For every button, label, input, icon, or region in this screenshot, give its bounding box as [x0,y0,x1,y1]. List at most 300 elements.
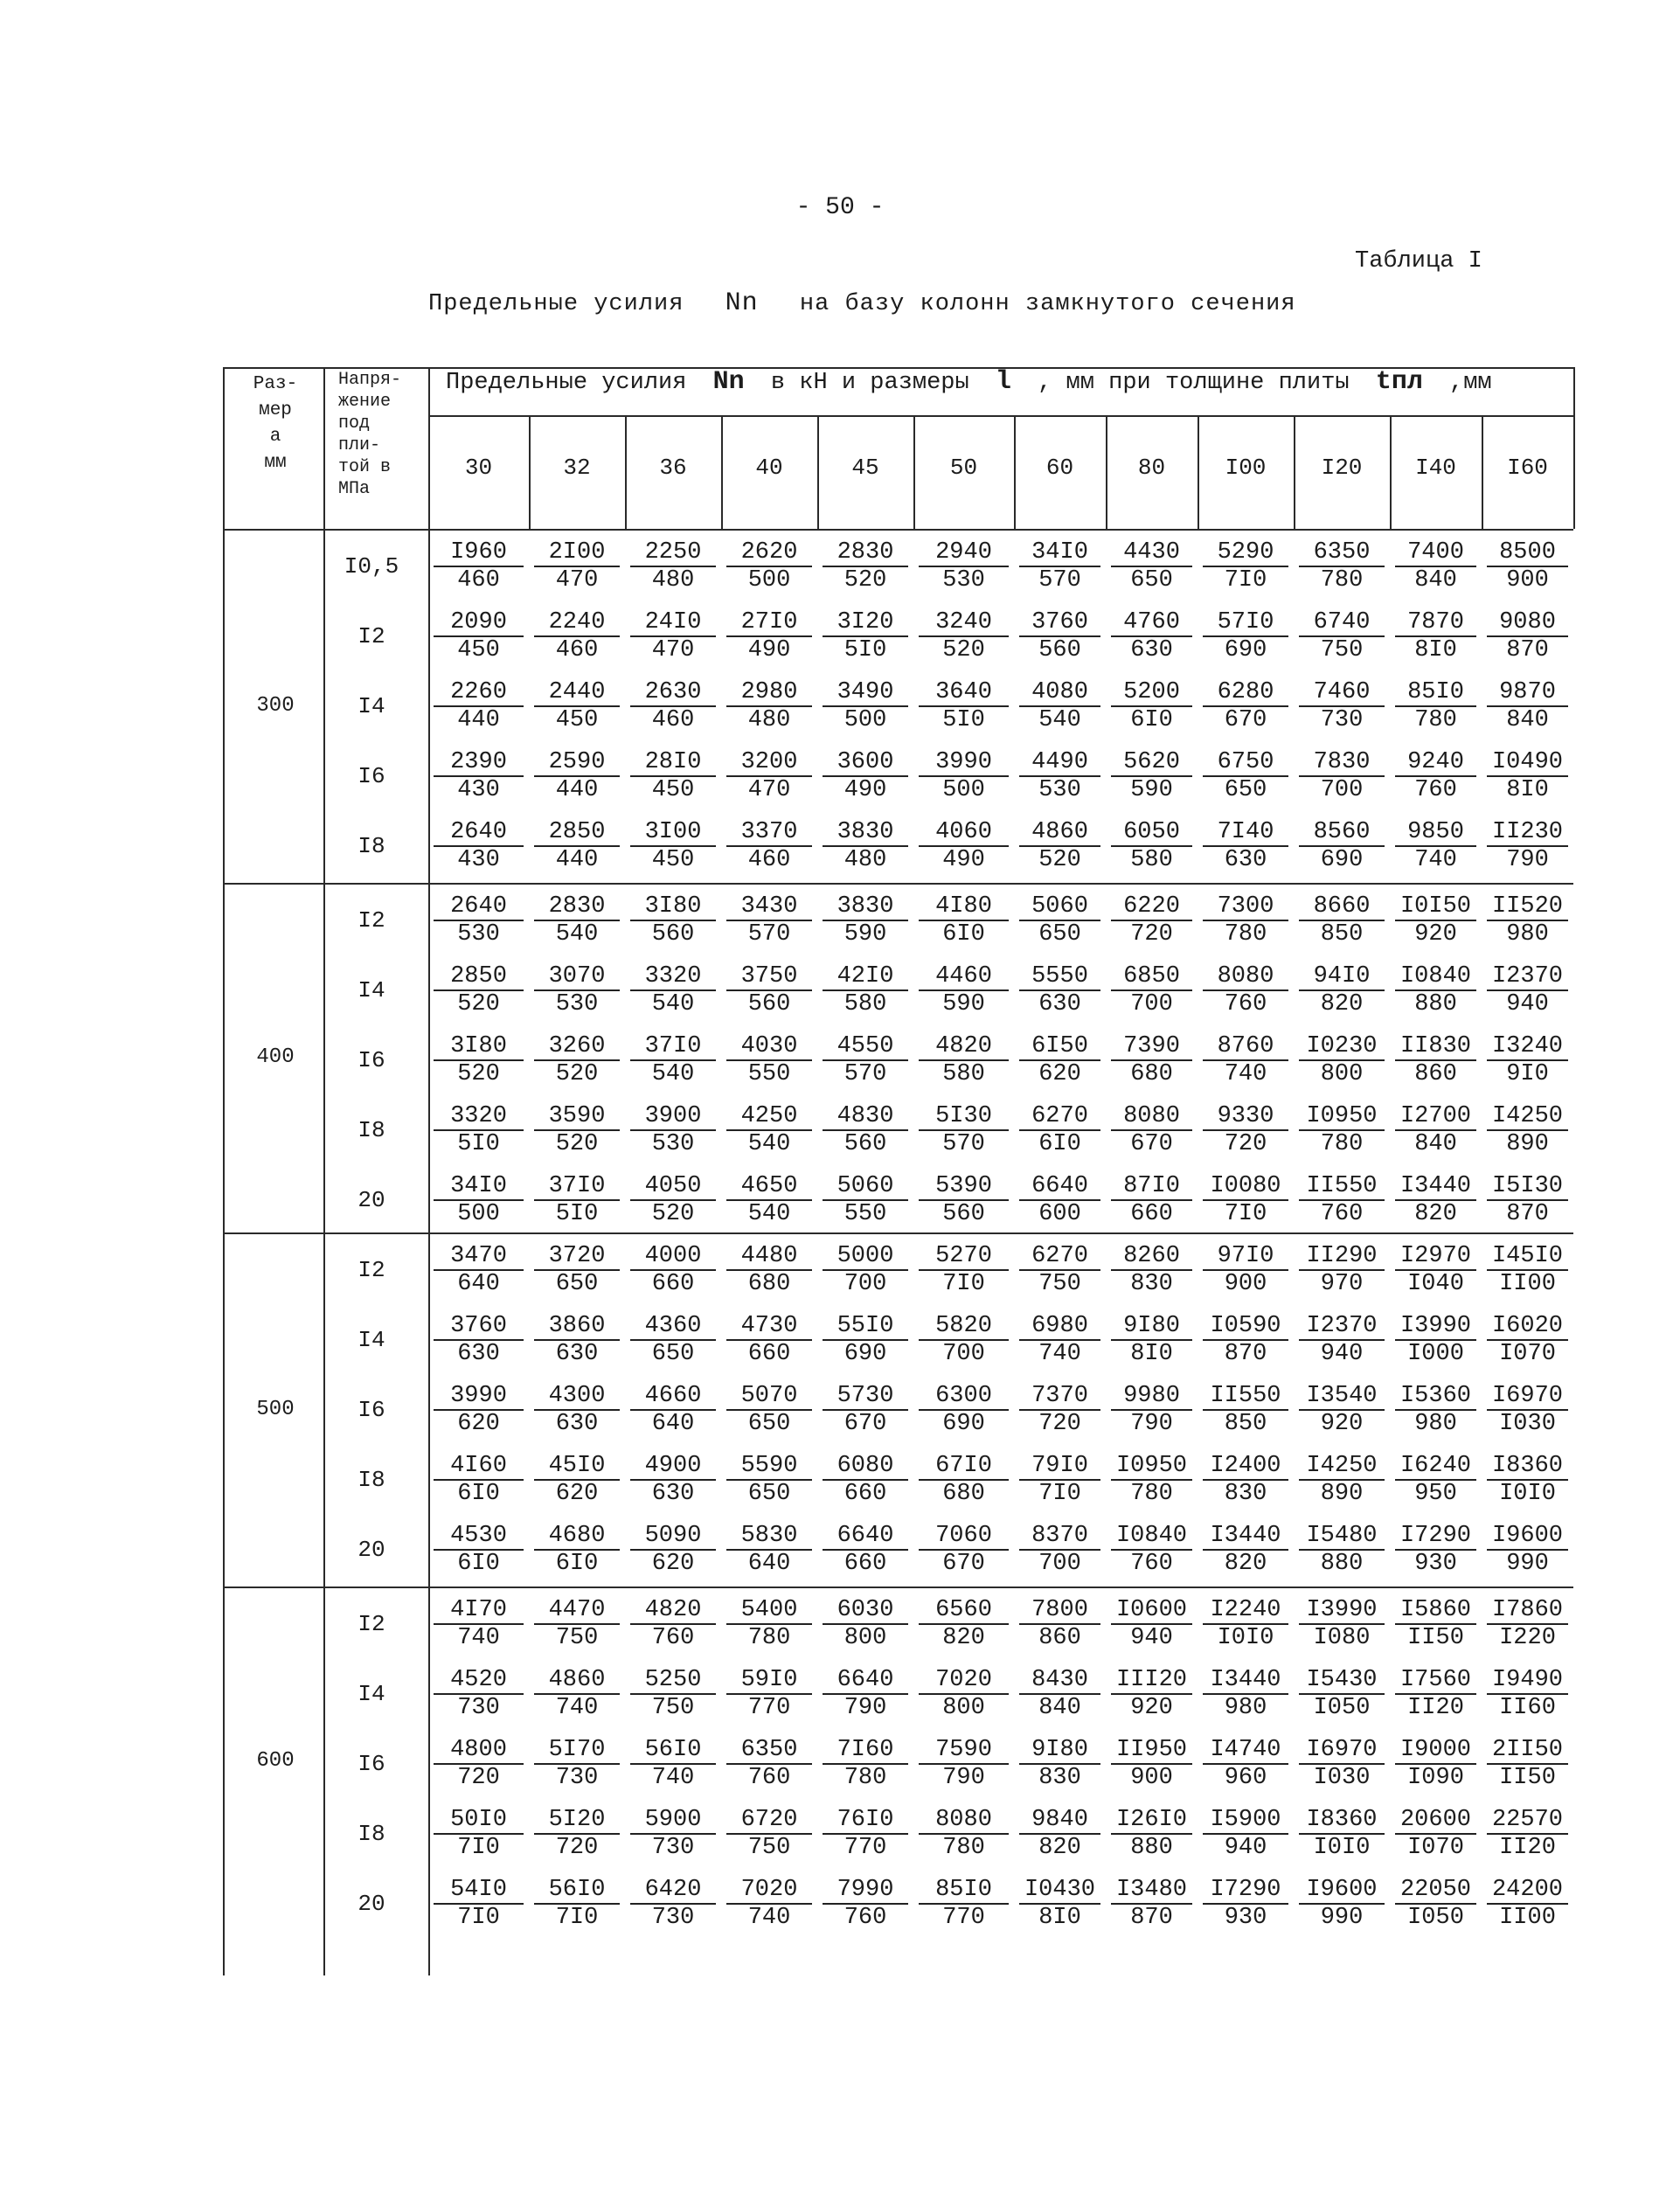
force-value: 6750 [1203,749,1288,777]
table-cell [817,1383,913,1437]
force-value: 6050 [1111,819,1192,847]
length-value: 800 [942,1695,985,1721]
force-value: 5730 [823,1383,908,1411]
table-cell [721,1453,817,1507]
length-value: 500 [457,1201,500,1227]
force-value: I5480 [1299,1523,1385,1551]
table-cell [721,1597,817,1651]
table-cell [1014,1383,1106,1437]
length-value: 830 [1038,1765,1081,1791]
length-value: 850 [1224,1411,1267,1437]
table-cell [1294,1737,1390,1791]
length-value: 840 [1506,707,1549,733]
length-value: 650 [747,1481,791,1507]
table-cell [1294,819,1390,873]
length-value: 780 [1320,1131,1364,1157]
force-value: 4I70 [434,1597,524,1625]
table-cell [1482,539,1573,594]
table-cell [1482,1033,1573,1087]
table-cell [1390,1033,1482,1087]
length-value: 640 [651,1411,695,1437]
force-value: 8760 [1203,1033,1288,1061]
force-value: I3990 [1299,1597,1385,1625]
table-cell [1014,1243,1106,1297]
force-value: 4360 [630,1313,716,1341]
header-stress-line: жение [338,392,392,412]
force-value: I3240 [1487,1033,1568,1061]
length-value: 540 [651,1061,695,1087]
force-value: I3480 [1111,1877,1192,1905]
force-value: 3900 [630,1103,716,1131]
table-cell [913,1877,1014,1931]
length-value: 440 [555,847,599,873]
force-value: 6640 [823,1523,908,1551]
length-value: 870 [1506,637,1549,663]
force-value: 3830 [823,893,908,921]
length-value: I040 [1407,1271,1464,1297]
length-value: 490 [747,637,791,663]
length-value: 700 [942,1341,985,1367]
thickness-header: 80 [1137,455,1166,481]
length-value: 480 [747,707,791,733]
thickness-header: 45 [851,455,879,481]
table-cell [1198,1807,1294,1861]
table-cell [625,1173,721,1227]
table-cell [1294,1173,1390,1227]
force-value: 5250 [630,1667,716,1695]
length-value: 920 [1320,1411,1364,1437]
length-value: I070 [1499,1341,1556,1367]
force-value: I6970 [1299,1737,1385,1765]
thickness-header: I20 [1321,455,1363,481]
page-number: - 50 - [795,194,885,221]
length-value: 520 [555,1131,599,1157]
table-cell [529,749,625,803]
length-value: 740 [747,1905,791,1931]
force-value: 4060 [919,819,1009,847]
force-value: 3720 [534,1243,620,1271]
table-cell [1106,1033,1198,1087]
force-value: I0230 [1299,1033,1385,1061]
thickness-header: 30 [464,455,493,481]
length-value: 570 [942,1131,985,1157]
length-value: 570 [843,1061,887,1087]
table-cell [1482,1453,1573,1507]
force-value: I2700 [1395,1103,1476,1131]
force-value: 6640 [823,1667,908,1695]
force-value: I3440 [1203,1667,1288,1695]
table-cell [817,609,913,663]
table-cell [625,819,721,873]
table-cell [625,1597,721,1651]
length-value: 440 [555,777,599,803]
force-value: 3320 [434,1103,524,1131]
force-value: I6240 [1395,1453,1476,1481]
table-cell [529,1453,625,1507]
table-cell [1106,539,1198,594]
length-value: 740 [555,1695,599,1721]
table-cell [1198,539,1294,594]
length-value: 520 [555,1061,599,1087]
length-value: 720 [1224,1131,1267,1157]
length-value: 540 [651,991,695,1017]
force-value: 59I0 [726,1667,812,1695]
length-value: 480 [651,567,695,594]
table-cell [625,1667,721,1721]
length-value: 640 [457,1271,500,1297]
length-value: 450 [555,707,599,733]
table-cell [817,1313,913,1367]
length-value: 520 [651,1201,695,1227]
table-cell [428,1173,529,1227]
force-value: I26I0 [1111,1807,1192,1835]
force-value: 3I20 [823,609,908,637]
table-cell [1106,749,1198,803]
force-value: 79I0 [1019,1453,1100,1481]
table-cell [1106,963,1198,1017]
length-value: 820 [1414,1201,1457,1227]
force-value: 27I0 [726,609,812,637]
length-value: 780 [747,1625,791,1651]
force-value: II550 [1299,1173,1385,1201]
force-value: 8560 [1299,819,1385,847]
table-cell [529,1033,625,1087]
length-value: 830 [1130,1271,1173,1297]
table-cell [625,1807,721,1861]
force-value: I0430 [1019,1877,1100,1905]
length-value: 630 [1224,847,1267,873]
header-span-symbol: Nn [712,367,745,397]
length-value: 6I0 [457,1551,500,1577]
length-value: 780 [1130,1481,1173,1507]
table-cell [428,1103,529,1157]
table-cell [817,963,913,1017]
force-value: I6020 [1487,1313,1568,1341]
force-value: 6080 [823,1453,908,1481]
length-value: 560 [651,921,695,948]
length-value: 780 [1320,567,1364,594]
length-value: 6I0 [1038,1131,1081,1157]
table-cell [428,963,529,1017]
table-cell [1106,1597,1198,1651]
length-value: 7I0 [457,1835,500,1861]
table-cell [721,1243,817,1297]
table-cell [625,1383,721,1437]
length-value: 580 [942,1061,985,1087]
force-value: 7I60 [823,1737,908,1765]
table-cell [1294,1033,1390,1087]
length-value: 7I0 [457,1905,500,1931]
group-divider [223,1232,1573,1234]
table-cell [1390,1667,1482,1721]
table-cell [1106,1383,1198,1437]
table-cell [1198,679,1294,733]
table-cell [428,679,529,733]
table-cell [913,893,1014,948]
stress-label: I4 [358,1681,385,1707]
force-value: 24I0 [630,609,716,637]
force-value: 56I0 [630,1737,716,1765]
length-value: 980 [1224,1695,1267,1721]
force-value: 8080 [919,1807,1009,1835]
table-cell [1014,749,1106,803]
table-cell [625,679,721,733]
length-value: 820 [1320,991,1364,1017]
force-value: 4490 [1019,749,1100,777]
length-value: 700 [843,1271,887,1297]
group-size-label: 400 [256,1045,295,1069]
force-value: 5590 [726,1453,812,1481]
force-value: 5060 [1019,893,1100,921]
table-cell [529,679,625,733]
table-cell [428,893,529,948]
table-cell [913,749,1014,803]
force-value: 6270 [1019,1243,1100,1271]
header-span-title [446,367,1556,397]
force-value: 2II50 [1487,1737,1568,1765]
table-cell [721,1173,817,1227]
length-value: 5I0 [843,637,887,663]
force-value: 3470 [434,1243,524,1271]
table-cell [817,1523,913,1577]
length-value: I220 [1499,1625,1556,1651]
table-cell [625,963,721,1017]
header-size-line: мм [264,453,287,473]
table-cell [625,1453,721,1507]
length-value: 660 [1130,1201,1173,1227]
table-cell [1198,1597,1294,1651]
length-value: 730 [1320,707,1364,733]
length-value: 690 [843,1341,887,1367]
table-cell [1482,1737,1573,1791]
length-value: 740 [1038,1341,1081,1367]
table-cell [1014,1597,1106,1651]
length-value: 500 [942,777,985,803]
force-value: 7830 [1299,749,1385,777]
table-cell [721,963,817,1017]
force-value: 8260 [1111,1243,1192,1271]
length-value: 730 [651,1835,695,1861]
force-value: 2640 [434,893,524,921]
table-cell [1014,1737,1106,1791]
table-cell [529,1667,625,1721]
length-value: 620 [457,1411,500,1437]
force-value: 2940 [919,539,1009,567]
force-value: 8370 [1019,1523,1100,1551]
force-value: 2830 [823,539,908,567]
length-value: 520 [457,991,500,1017]
table-cell [913,1597,1014,1651]
table-cell [817,893,913,948]
force-value: 2I00 [534,539,620,567]
table-cell [913,1243,1014,1297]
length-value: 770 [942,1905,985,1931]
table-cell [428,1033,529,1087]
table-cell [1390,1737,1482,1791]
table-cell [913,609,1014,663]
table-cell [1390,1453,1482,1507]
force-value: 8080 [1111,1103,1192,1131]
length-value: 6I0 [942,921,985,948]
table-cell [1294,609,1390,663]
length-value: 940 [1224,1835,1267,1861]
force-value: 4550 [823,1033,908,1061]
force-value: 56I0 [534,1877,620,1905]
force-value: I0600 [1111,1597,1192,1625]
length-value: 860 [1038,1625,1081,1651]
length-value: 540 [555,921,599,948]
table-cell [1014,1173,1106,1227]
length-value: 530 [1038,777,1081,803]
stress-label: I2 [358,623,385,649]
length-value: 940 [1320,1341,1364,1367]
force-value: I0080 [1203,1173,1288,1201]
force-value: 4I80 [919,893,1009,921]
length-value: 490 [843,777,887,803]
length-value: 5I0 [457,1131,500,1157]
length-value: II20 [1499,1835,1556,1861]
table-cell [817,819,913,873]
length-value: 980 [1506,921,1549,948]
table-cell [721,1313,817,1367]
table-cell [1198,1383,1294,1437]
force-value: I0950 [1299,1103,1385,1131]
force-value: 6350 [1299,539,1385,567]
table-cell [1482,1243,1573,1297]
length-value: 690 [1224,637,1267,663]
force-value: 9I80 [1111,1313,1192,1341]
force-value: 5I30 [919,1103,1009,1131]
stress-label: I6 [358,1751,385,1777]
force-value: 3370 [726,819,812,847]
force-value: 97I0 [1203,1243,1288,1271]
force-value: 6300 [919,1383,1009,1411]
length-value: 650 [1130,567,1173,594]
length-value: 560 [843,1131,887,1157]
length-value: 720 [555,1835,599,1861]
length-value: 780 [942,1835,985,1861]
table-cell [913,1173,1014,1227]
table-cell [721,1523,817,1577]
force-value: 3760 [434,1313,524,1341]
force-value: 6270 [1019,1103,1100,1131]
length-value: 570 [747,921,791,948]
force-value: I0590 [1203,1313,1288,1341]
force-value: 5270 [919,1243,1009,1271]
table-cell [529,1807,625,1861]
table-cell [1390,1523,1482,1577]
length-value: II00 [1499,1905,1556,1931]
table-cell [1482,893,1573,948]
table-cell [428,1313,529,1367]
force-value: 6560 [919,1597,1009,1625]
length-value: 520 [942,637,985,663]
length-value: 760 [1224,991,1267,1017]
length-value: 900 [1506,567,1549,594]
force-value: 6740 [1299,609,1385,637]
header-size-line: a [269,427,281,447]
length-value: 720 [1130,921,1173,948]
table-cell [1198,749,1294,803]
header-span-end: ,мм [1449,370,1492,396]
force-value: 2850 [534,819,620,847]
force-value: I2370 [1299,1313,1385,1341]
table-cell [428,1807,529,1861]
table-cell [1014,539,1106,594]
force-value: I6970 [1487,1383,1568,1411]
stress-label: I0,5 [344,553,399,580]
table-cell [913,819,1014,873]
table-cell [1482,609,1573,663]
length-value: 670 [942,1551,985,1577]
force-value: 6350 [726,1737,812,1765]
force-value: 7I40 [1203,819,1288,847]
table-cell [1294,1667,1390,1721]
force-value: 3990 [919,749,1009,777]
length-value: 900 [1224,1271,1267,1297]
table-cell [529,1597,625,1651]
force-value: 4250 [726,1103,812,1131]
length-value: 690 [1320,847,1364,873]
length-value: I050 [1407,1905,1464,1931]
force-value: 3600 [823,749,908,777]
length-value: 730 [651,1905,695,1931]
length-value: 870 [1506,1201,1549,1227]
length-value: 540 [747,1131,791,1157]
length-value: II50 [1407,1625,1464,1651]
table-cell [1106,1667,1198,1721]
table-cell [625,1103,721,1157]
length-value: 530 [942,567,985,594]
force-value: I8360 [1487,1453,1568,1481]
force-value: 7870 [1395,609,1476,637]
length-value: 740 [651,1765,695,1791]
length-value: 720 [457,1765,500,1791]
length-value: 770 [843,1835,887,1861]
table-cell [913,1103,1014,1157]
table-cell [625,1877,721,1931]
header-size-column [232,371,319,476]
table-cell [529,1173,625,1227]
length-value: 780 [843,1765,887,1791]
force-value: I0950 [1111,1453,1192,1481]
force-value: 37I0 [630,1033,716,1061]
table-cell [1390,679,1482,733]
length-value: 670 [1130,1131,1173,1157]
table-cell [1294,539,1390,594]
force-value: 2640 [434,819,524,847]
length-value: 7I0 [1038,1481,1081,1507]
table-cell [817,1877,913,1931]
column-divider [428,367,430,1975]
table-cell [913,1667,1014,1721]
force-value: I4740 [1203,1737,1288,1765]
length-value: 8I0 [1414,637,1457,663]
length-value: 560 [1038,637,1081,663]
length-value: I090 [1407,1765,1464,1791]
length-value: I0I0 [1499,1481,1556,1507]
length-value: 990 [1320,1905,1364,1931]
thickness-header: 32 [563,455,591,481]
force-value: 8430 [1019,1667,1100,1695]
table-cell [529,1877,625,1931]
table-cell [913,1383,1014,1437]
length-value: 660 [843,1551,887,1577]
length-value: 470 [555,567,599,594]
table-cell [721,1807,817,1861]
force-value: I2240 [1203,1597,1288,1625]
table-cell [817,1243,913,1297]
